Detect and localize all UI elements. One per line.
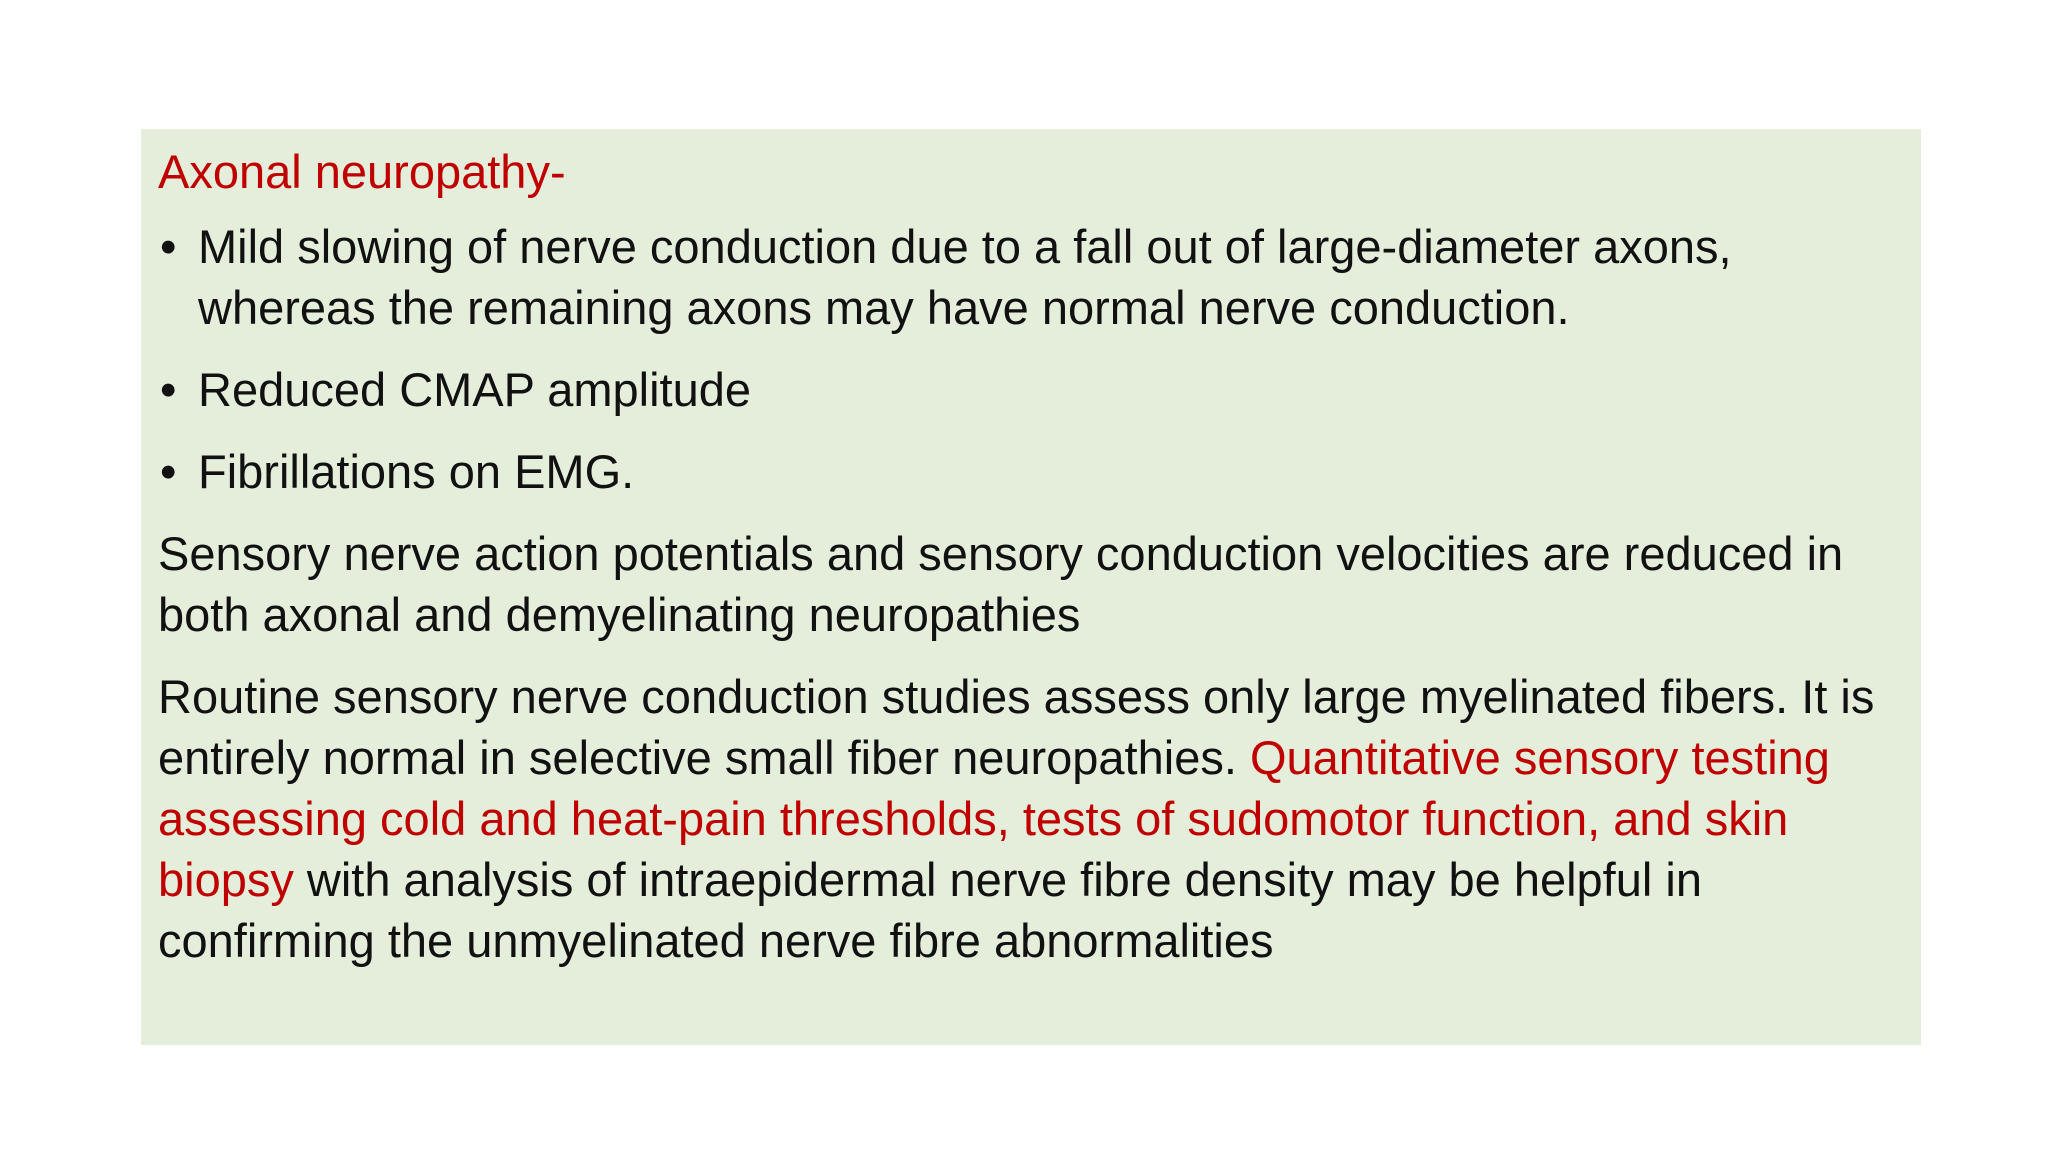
- bullet-text: Reduced CMAP amplitude: [198, 363, 751, 416]
- paragraph-sensory-potentials: Sensory nerve action potentials and sensory conduction velocities are reduced in both axonal and demyelinating neuropathies: [158, 527, 1844, 641]
- heading-axonal-neuropathy: Axonal neuropathy-: [158, 145, 566, 198]
- bullet-marker: •: [160, 445, 177, 498]
- bullet-text: Fibrillations on EMG.: [198, 445, 635, 498]
- paragraph-routine-studies: [158, 666, 1893, 971]
- highlighted-text: Quantitative sensory testing assessing cold and heat-pain thresholds, tests of sudomotor function, and skin biopsy: [158, 731, 1830, 906]
- bullet-item: [158, 359, 1893, 420]
- paragraph-text: Routine sensory nerve conduction studies assess only large myelinated fibers. It is entirely normal in selective small fiber neuropathies.: [158, 670, 1875, 784]
- paragraph-text: with analysis of intraepidermal nerve fibre density may be helpful in confirming the unmyelinated nerve fibre abnormalities: [158, 853, 1702, 967]
- bullet-list: [158, 216, 1893, 502]
- content-box: [141, 129, 1921, 1045]
- bullet-item: [158, 441, 1893, 502]
- bullet-item: [158, 216, 1893, 338]
- bullet-marker: •: [160, 363, 177, 416]
- bullet-text: Mild slowing of nerve conduction due to a fall out of large-diameter axons, whereas the remaining axons may have normal nerve conduction.: [198, 220, 1732, 334]
- bullet-marker: •: [160, 220, 177, 273]
